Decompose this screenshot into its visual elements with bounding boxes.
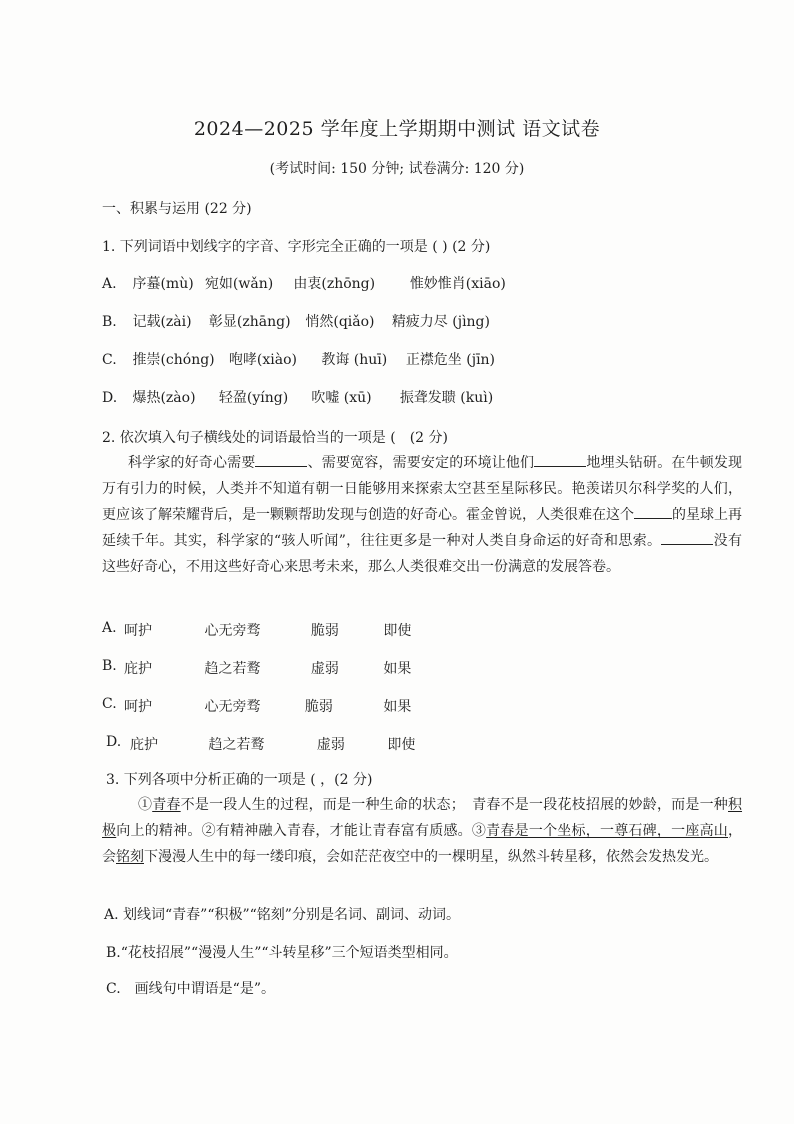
fill-blank bbox=[534, 452, 586, 467]
option-label: D. bbox=[106, 734, 122, 750]
q2-option-d bbox=[106, 734, 121, 750]
option-label: B. bbox=[102, 658, 117, 674]
option-item: 咆哮(xiào) bbox=[228, 352, 297, 368]
q3-option-c: C. 画线句中谓语是“是”。 bbox=[106, 981, 275, 997]
option-item: 趋之若鹜 bbox=[204, 661, 261, 677]
option-item: 彰显(zhāng) bbox=[208, 314, 291, 330]
q3-option-b: B.“花枝招展”“漫漫人生”“斗转星移”三个短语类型相同。 bbox=[106, 945, 458, 961]
q1-option-c bbox=[102, 349, 495, 369]
q2-option-d-items bbox=[130, 734, 415, 754]
option-item: 即使 bbox=[383, 623, 412, 639]
q3-option-a: A. 划线词“青春”“积极”“铭刻”分别是名词、副词、动词。 bbox=[104, 907, 460, 923]
passage-text: 地埋头钻研。在牛顿发现万有引力的时候，人类并不知道有朝一日能够用来探索太空甚至星际移民。艳羡诺贝尔科学奖的人们，更应该了解荣耀背后，是一颗颗帮助发现与创造的好奇心。霍金曾说，人类很难在这个 bbox=[102, 455, 743, 523]
q1-option-b bbox=[102, 311, 490, 331]
option-label: C. bbox=[102, 352, 117, 368]
q1-stem: 1. 下列词语中划线字的字音、字形完全正确的一项是 ( ) (2 分) bbox=[102, 239, 491, 255]
option-label: C. bbox=[102, 696, 117, 712]
q2-stem: 2. 依次填入句子横线处的词语最恰当的一项是 ( (2 分) bbox=[102, 430, 448, 446]
option-item: 教诲 (huī) bbox=[321, 352, 388, 368]
option-item: 由衷(zhōng) bbox=[293, 276, 376, 292]
option-item: 脆弱 bbox=[304, 699, 333, 715]
option-item: 虚弱 bbox=[310, 661, 339, 677]
underlined-word: 积极 bbox=[102, 797, 743, 839]
fill-blank bbox=[661, 530, 713, 545]
option-item: 吹嘘 (xū) bbox=[311, 390, 372, 406]
exam-title: 2024—2025 学年度上学期期中测试 语文试卷 bbox=[193, 118, 601, 140]
option-item: 呵护 bbox=[124, 623, 152, 639]
underlined-sentence: 青春是一个坐标，一尊石碑，一座高山 bbox=[486, 823, 729, 839]
option-label: B. bbox=[102, 314, 117, 330]
q2-option-b-items bbox=[124, 658, 411, 678]
option-item: 宛如(wǎn) bbox=[204, 276, 274, 292]
q2-passage bbox=[102, 450, 742, 580]
passage-text: 的星球上再延续千年。其实，科学家的“骇人听闻”，往往更多是一种对人类自身命运的好奇和思索。 bbox=[102, 507, 742, 549]
passage-text: 、需要宽容，需要安定的环境让他们 bbox=[307, 455, 535, 471]
option-label: D. bbox=[102, 390, 118, 406]
option-item: 惟妙惟肖(xiāo) bbox=[409, 276, 506, 292]
fill-blank bbox=[255, 452, 307, 467]
option-item: 虚弱 bbox=[316, 737, 345, 753]
option-item: 心无旁骛 bbox=[204, 623, 261, 639]
option-item: 脆弱 bbox=[310, 623, 339, 639]
option-item: 精疲力尽 (jìng) bbox=[391, 314, 490, 330]
option-item: 庇护 bbox=[130, 737, 158, 753]
section-heading: 一、积累与运用 (22 分) bbox=[102, 201, 252, 217]
fill-blank bbox=[634, 504, 672, 519]
q2-option-a-items bbox=[124, 620, 411, 640]
option-item: 如果 bbox=[383, 661, 412, 677]
q3-passage bbox=[102, 792, 742, 870]
option-label: A. bbox=[102, 276, 117, 292]
option-item: 轻盈(yíng) bbox=[218, 390, 289, 406]
passage-text: ① bbox=[138, 797, 153, 813]
option-item: 悄然(qiǎo) bbox=[305, 314, 375, 330]
option-item: 心无旁骛 bbox=[204, 699, 261, 715]
option-label: A. bbox=[102, 620, 117, 636]
underlined-word: 铭刻 bbox=[116, 849, 144, 865]
option-item: 振聋发聩 (kuì) bbox=[399, 390, 494, 406]
passage-text: 没有这些好奇心，不用这些好奇心来思考未来，那么人类很难交出一份满意的发展答卷。 bbox=[102, 533, 743, 575]
underlined-word: 青春 bbox=[152, 797, 181, 813]
passage-text: 科学家的好奇心需要 bbox=[128, 455, 256, 471]
option-item: 即使 bbox=[387, 737, 416, 753]
option-item: 趋之若鹜 bbox=[208, 737, 265, 753]
q1-option-d bbox=[102, 387, 493, 407]
option-item: 呵护 bbox=[124, 699, 152, 715]
q2-option-c-items bbox=[124, 696, 411, 716]
option-item: 序蟇(mù) bbox=[132, 276, 194, 292]
option-item: 推崇(chóng) bbox=[132, 352, 215, 368]
q1-option-a bbox=[102, 273, 506, 293]
passage-text: 不是一段人生的过程，而是一种生命的状态； 青春不是一段花枝招展的妙龄，而是一种 bbox=[180, 797, 729, 813]
q3-stem: 3. 下列各项中分析正确的一项是 ( ，(2 分) bbox=[106, 772, 373, 788]
option-item: 爆热(zào) bbox=[132, 390, 196, 406]
exam-subtitle: (考试时间: 150 分钟; 试卷满分: 120 分) bbox=[269, 161, 525, 177]
q2-option-b bbox=[102, 658, 117, 674]
passage-text: 下漫漫人生中的每一缕印痕，会如茫茫夜空中的一棵明星，纵然斗转星移，依然会发热发光。 bbox=[144, 849, 718, 865]
option-item: 正襟危坐 (jīn) bbox=[405, 352, 496, 368]
option-item: 如果 bbox=[383, 699, 412, 715]
passage-text: ，会 bbox=[102, 823, 743, 865]
option-item: 记载(zài) bbox=[132, 314, 192, 330]
passage-text: 向上的精神。②有精神融入青春，才能让青春富有质感。③ bbox=[116, 823, 487, 839]
q2-option-c bbox=[102, 696, 117, 712]
option-item: 庇护 bbox=[124, 661, 152, 677]
